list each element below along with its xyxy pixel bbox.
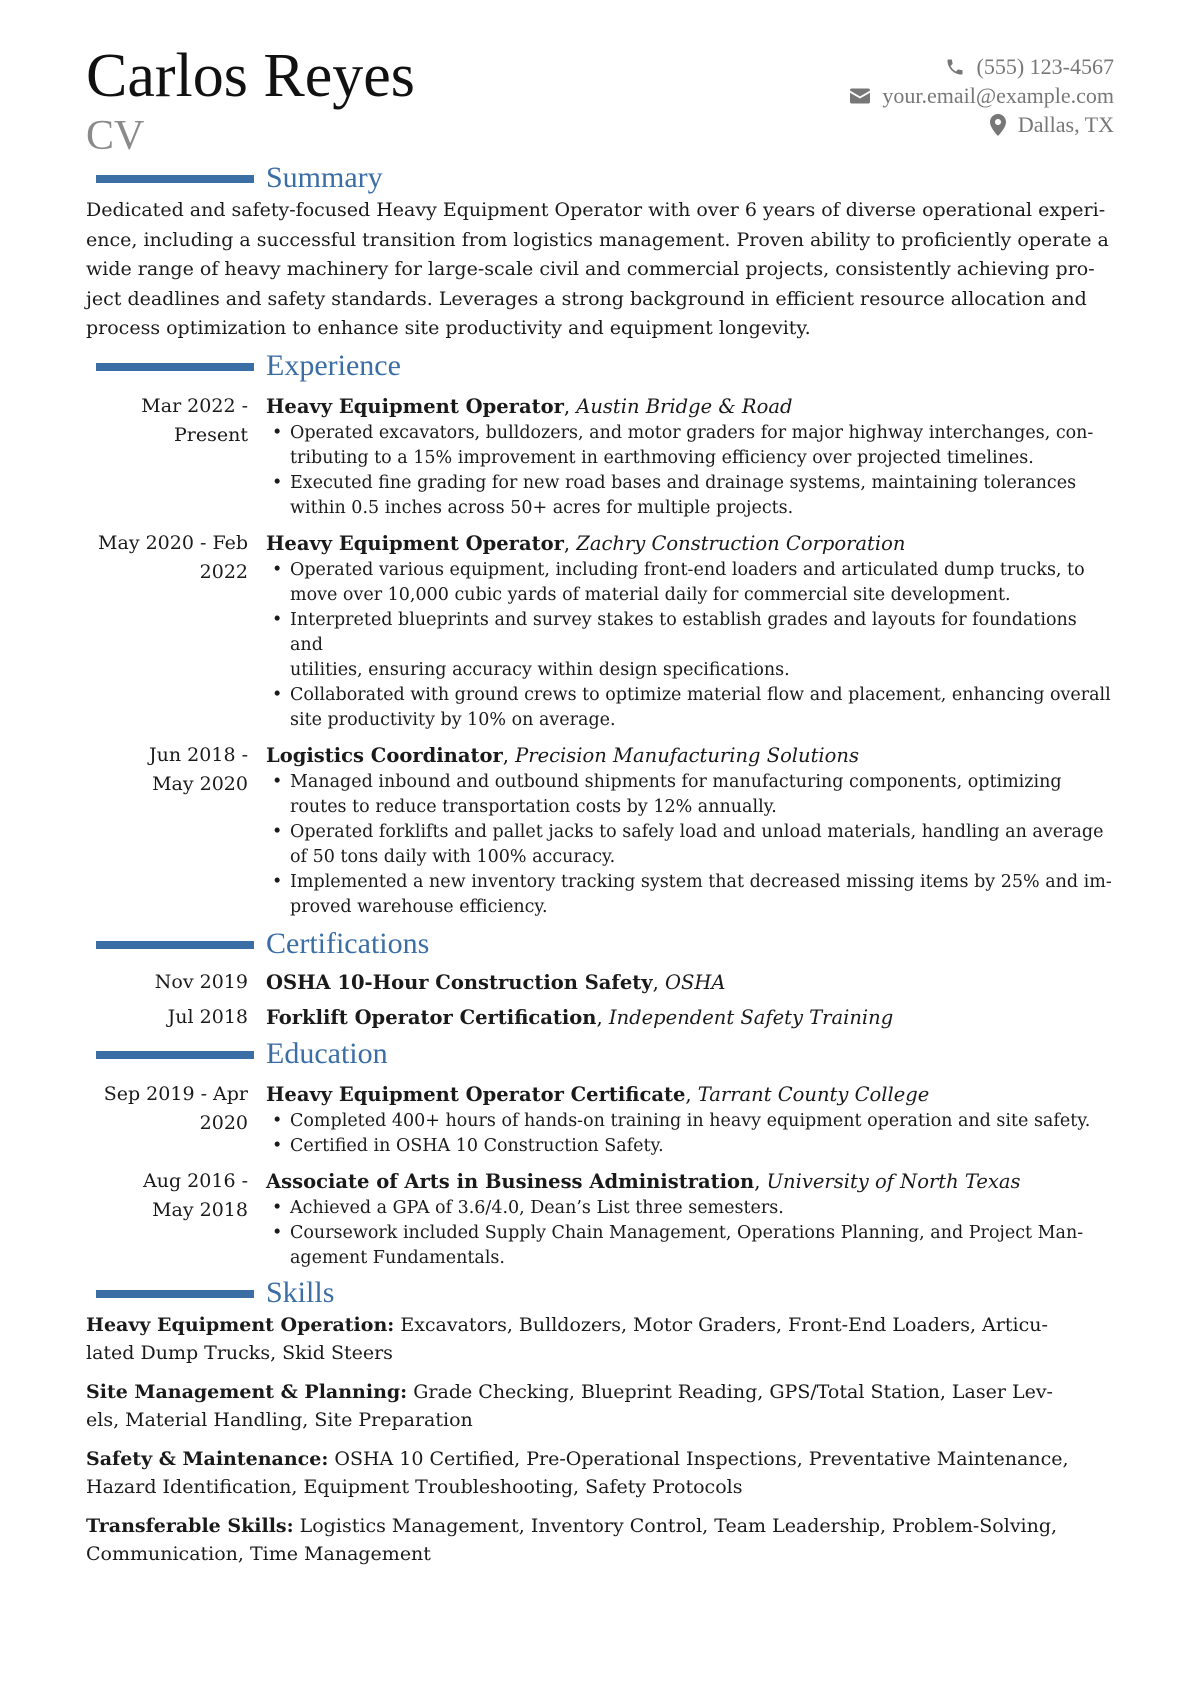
entry-body [266, 1080, 1114, 1159]
resume-page [86, 40, 1114, 1579]
skill-values: Grade Checking, Blueprint Reading, GPS/Total Station, Laser Lev- [407, 1380, 1053, 1403]
certification-entry [86, 968, 1114, 997]
entry-date: Jul 2018 [167, 1005, 248, 1028]
section-title: Education [266, 1036, 388, 1070]
entry-body [266, 392, 1114, 521]
skill-group [86, 1445, 1114, 1501]
envelope-icon [850, 88, 870, 104]
section-heading-experience [86, 348, 1114, 384]
skill-values: Excavators, Bulldozers, Motor Graders, Front-End Loaders, Articu- [394, 1313, 1048, 1336]
job-role: Logistics Coordinator [266, 743, 503, 767]
entry-body [266, 1167, 1114, 1271]
entry-date: May 2020 - Feb 2022 [98, 531, 248, 583]
entry-date: Sep 2019 - Apr 2020 [103, 1082, 248, 1134]
experience-entry [86, 392, 1114, 521]
entry-title: Heavy Equipment Operator Certificate, Tarrant County College [266, 1082, 930, 1106]
issuer: Independent Safety Training [608, 1005, 894, 1029]
contact-email [850, 81, 1114, 110]
section-title: Summary [266, 161, 383, 194]
degree: Associate of Arts in Business Administration [266, 1169, 755, 1193]
skill-values: lated Dump Trucks, Skid Steers [86, 1341, 393, 1364]
list-item: • Managed inbound and outbound shipments for manufacturing components, optimizing routes to reduce transportation costs by 12% annually. [266, 770, 1114, 820]
entry-date: Nov 2019 [154, 970, 248, 993]
experience-entry [86, 741, 1114, 920]
skill-values: els, Material Handling, Site Preparation [86, 1408, 473, 1431]
institution: Tarrant County College [697, 1082, 930, 1106]
list-item: • Operated excavators, bulldozers, and motor graders for major highway interchanges, con- tributing to a 15% improvement in earthmoving efficiency over projected timelines. [266, 421, 1114, 471]
summary-line: ject deadlines and safety standards. Leverages a strong background in efficient resource allocation and [86, 287, 1087, 310]
institution: University of North Texas [766, 1169, 1021, 1193]
employer: Austin Bridge & Road [576, 394, 793, 418]
entry-title: Logistics Coordinator, Precision Manufacturing Solutions [266, 743, 859, 767]
contact-phone [850, 52, 1114, 81]
summary-line: ence, including a successful transition from logistics management. Proven ability to proficiently operate a [86, 228, 1109, 251]
bullet-list [266, 558, 1114, 733]
section-heading-summary [86, 160, 1114, 196]
section-accent-bar [96, 1051, 254, 1059]
job-role: Heavy Equipment Operator [266, 394, 564, 418]
entry-body [266, 968, 1114, 997]
list-item: • Implemented a new inventory tracking system that decreased missing items by 25% and im- proved warehouse efficiency. [266, 870, 1114, 920]
contact-info [850, 52, 1114, 139]
list-item: • Operated forklifts and pallet jacks to safely load and unload materials, handling an average of 50 tons daily with 100% accuracy. [266, 820, 1114, 870]
education-entry [86, 1167, 1114, 1271]
summary-line: wide range of heavy machinery for large-scale civil and commercial projects, consistently achieving pro- [86, 258, 1095, 280]
skill-values: Hazard Identification, Equipment Troubleshooting, Safety Protocols [86, 1475, 743, 1498]
entry-title: Heavy Equipment Operator, Zachry Construction Corporation [266, 531, 906, 555]
entry-date: Jun 2018 - May 2020 [149, 743, 248, 795]
skill-label: Transferable Skills: [86, 1514, 294, 1537]
section-title: Skills [266, 1275, 335, 1309]
entry-title: OSHA 10-Hour Construction Safety, OSHA [266, 970, 726, 994]
certification-title: Forklift Operator Certification [266, 1005, 597, 1029]
employer: Zachry Construction Corporation [576, 531, 906, 555]
skill-group [86, 1378, 1114, 1434]
resume-header [86, 40, 1114, 158]
section-heading-certifications [86, 926, 1114, 962]
summary-line: Dedicated and safety-focused Heavy Equipment Operator with over 6 years of diverse operational experi- [86, 199, 1106, 221]
entry-date: Mar 2022 - Present [141, 394, 248, 446]
candidate-name: Carlos Reyes [86, 42, 415, 110]
section-accent-bar [96, 363, 254, 371]
skill-values: OSHA 10 Certified, Pre-Operational Inspections, Preventative Maintenance, [328, 1447, 1069, 1470]
section-accent-bar [96, 941, 254, 949]
certification-title: OSHA 10-Hour Construction Safety [266, 970, 653, 994]
entry-body [266, 1003, 1114, 1032]
document-subtitle: CV [86, 113, 145, 159]
skill-values: Logistics Management, Inventory Control, Team Leadership, Problem-Solving, [293, 1514, 1058, 1537]
section-heading-education [86, 1036, 1114, 1072]
list-item: • Interpreted blueprints and survey stakes to establish grades and layouts for foundations and utilities, ensuring accuracy within design specifications. [266, 608, 1114, 683]
phone-icon [945, 57, 965, 77]
list-item: • Completed 400+ hours of hands-on training in heavy equipment operation and site safety. [266, 1109, 1114, 1134]
skill-label: Safety & Maintenance: [86, 1447, 329, 1470]
skill-label: Site Management & Planning: [86, 1380, 408, 1403]
bullet-list [266, 1196, 1114, 1271]
issuer: OSHA [664, 970, 726, 994]
map-pin-icon [990, 114, 1006, 136]
contact-location [850, 110, 1114, 139]
phone-number[interactable]: (555) 123-4567 [976, 54, 1114, 79]
entry-body [266, 529, 1114, 733]
employer: Precision Manufacturing Solutions [515, 743, 859, 767]
section-title: Experience [266, 348, 401, 382]
section-accent-bar [96, 1290, 254, 1298]
list-item: • Collaborated with ground crews to optimize material flow and placement, enhancing overall site productivity by 10% on average. [266, 683, 1114, 733]
skill-values: Communication, Time Management [86, 1542, 431, 1565]
list-item: • Executed fine grading for new road bases and drainage systems, maintaining tolerances within 0.5 inches across 50+ acres for multiple projects. [266, 471, 1114, 521]
bullet-list [266, 1109, 1114, 1159]
list-item: • Achieved a GPA of 3.6/4.0, Dean’s List three semesters. [266, 1196, 1114, 1221]
entry-title: Heavy Equipment Operator, Austin Bridge & Road [266, 394, 793, 418]
education-entry [86, 1080, 1114, 1159]
list-item: • Operated various equipment, including front-end loaders and articulated dump trucks, to move over 10,000 cubic yards of material daily for commercial site development. [266, 558, 1114, 608]
bullet-list [266, 421, 1114, 521]
skill-group [86, 1512, 1114, 1568]
job-role: Heavy Equipment Operator [266, 531, 564, 555]
list-item: • Coursework included Supply Chain Management, Operations Planning, and Project Man- agement Fundamentals. [266, 1221, 1114, 1271]
skill-group [86, 1311, 1114, 1367]
bullet-list [266, 770, 1114, 920]
summary-line: process optimization to enhance site productivity and equipment longevity. [86, 317, 811, 339]
section-heading-skills [86, 1275, 1114, 1311]
certification-entry [86, 1003, 1114, 1032]
section-title: Certifications [266, 926, 430, 960]
section-accent-bar [96, 175, 254, 183]
email-address[interactable]: your.email@example.com [882, 83, 1114, 108]
degree: Heavy Equipment Operator Certificate [266, 1082, 686, 1106]
entry-title: Forklift Operator Certification, Independent Safety Training [266, 1005, 894, 1029]
entry-date: Aug 2016 - May 2018 [143, 1169, 248, 1221]
summary-text [86, 196, 1114, 344]
entry-body [266, 741, 1114, 920]
list-item: • Certified in OSHA 10 Construction Safety. [266, 1134, 1114, 1159]
skill-label: Heavy Equipment Operation: [86, 1313, 395, 1336]
entry-title: Associate of Arts in Business Administration, University of North Texas [266, 1169, 1021, 1193]
experience-entry [86, 529, 1114, 733]
location-text: Dallas, TX [1017, 112, 1114, 137]
